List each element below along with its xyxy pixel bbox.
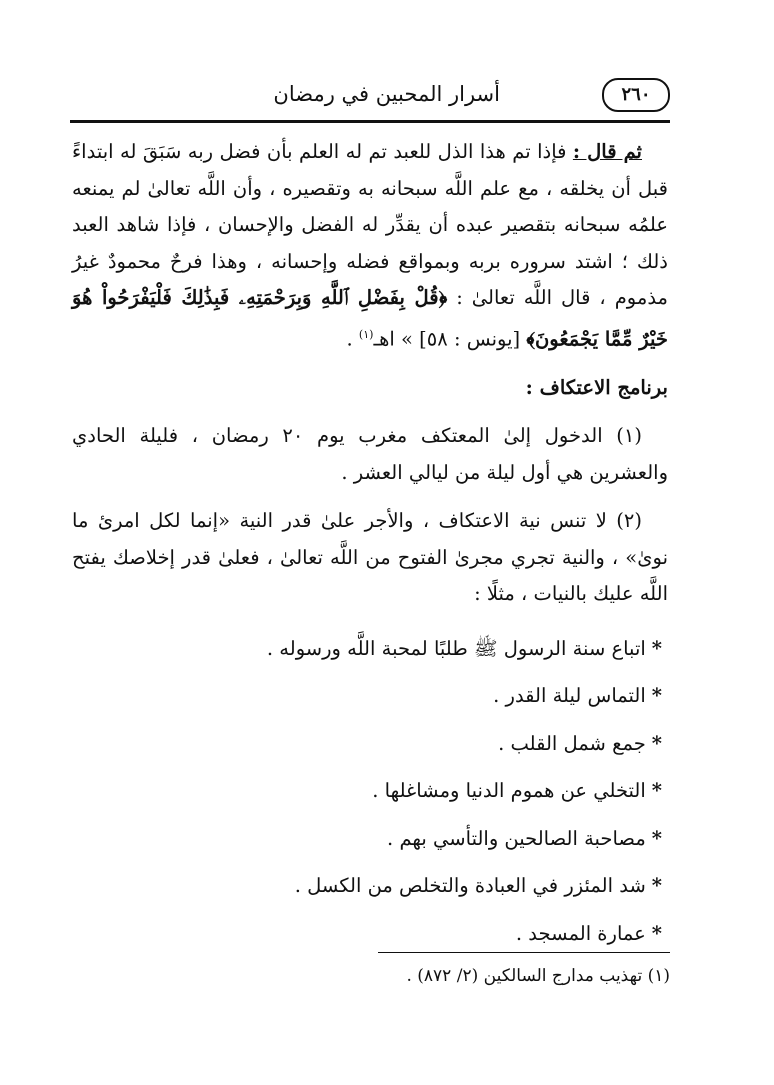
list-item: *جمع شمل القلب . xyxy=(498,731,662,755)
list-item: *عمارة المسجد . xyxy=(515,921,662,945)
numbered-item-2: (٢) لا تنس نية الاعتكاف ، والأجر علىٰ قدر النية «إنما لكل امرئ ما نوىٰ» ، والنية تجري مجرىٰ الفتوح من اللَّه تعالىٰ ، فعلىٰ قدر إخلاصك يفتح اللَّه عليك بالنيات ، مثلًا : xyxy=(72,509,668,605)
header-divider xyxy=(70,120,670,123)
paragraph-text: فإذا تم هذا الذل للعبد تم له العلم بأن فضل ربه سَبَقَ له ابتداءً قبل أن يخلقه ، مع علم اللَّه سبحانه به وتقصيره ، وأن اللَّه تعالىٰ لم يمنعه علمُه سبحانه بتقصير عبده أن يقدِّر له الفضل والإحسان ، فإذا شاهد العبد ذلك ؛ اشتد سروره بربه وبمواقع فضله وإحسانه ، وهذا فرحٌ محمودٌ غيرُ مذموم ، قال اللَّه تعالىٰ : xyxy=(72,140,668,309)
list-item: *التخلي عن هموم الدنيا ومشاغلها . xyxy=(372,779,662,802)
page-number-badge: ٢٦٠ xyxy=(602,78,670,112)
paragraph-lead: ثم قال : xyxy=(572,140,642,163)
bullet-star: * xyxy=(651,684,662,707)
numbered-item-1: (١) الدخول إلىٰ المعتكف مغرب يوم ٢٠ رمضان ، فليلة الحادي والعشرين هي أول ليلة من ليالي العشر . xyxy=(72,424,668,484)
intentions-list xyxy=(72,625,668,958)
section-heading: برنامج الاعتكاف : xyxy=(525,375,668,399)
page-body xyxy=(72,134,668,957)
bullet-star: * xyxy=(651,921,662,945)
bullet-star: * xyxy=(651,779,662,802)
list-item: *التماس ليلة القدر . xyxy=(493,684,662,707)
footnote: (١) تهذيب مدارج السالكين (٢/ ٨٧٢) . xyxy=(406,966,670,986)
paragraph-intro xyxy=(72,134,668,358)
paragraph-end: . xyxy=(346,327,353,350)
footnote-marker: (١) xyxy=(358,327,374,341)
bullet-star: * xyxy=(651,874,662,897)
footnote-divider xyxy=(378,952,670,953)
list-item: *اتباع سنة الرسول ﷺ طلبًا لمحبة اللَّه ورسوله . xyxy=(266,636,662,660)
list-item: *شد المئزر في العبادة والتخلص من الكسل . xyxy=(294,874,662,897)
quran-verse: ﴿قُلْ بِفَضْلِ ٱللَّهِ وَبِرَحْمَتِهِۦ فَبِذَٰلِكَ فَلْيَفْرَحُواْ هُوَ خَيْرٌ مِّمَّا يَجْمَعُونَ﴾ xyxy=(72,286,668,350)
list-item: *مصاحبة الصالحين والتأسي بهم . xyxy=(387,826,662,850)
verse-reference: [يونس : ٥٨] » اهـ xyxy=(373,327,521,350)
bullet-star: * xyxy=(651,826,662,850)
bullet-star: * xyxy=(651,636,662,660)
page-header xyxy=(70,78,670,118)
running-title: أسرار المحبين في رمضان xyxy=(273,82,500,106)
bullet-star: * xyxy=(651,731,662,755)
